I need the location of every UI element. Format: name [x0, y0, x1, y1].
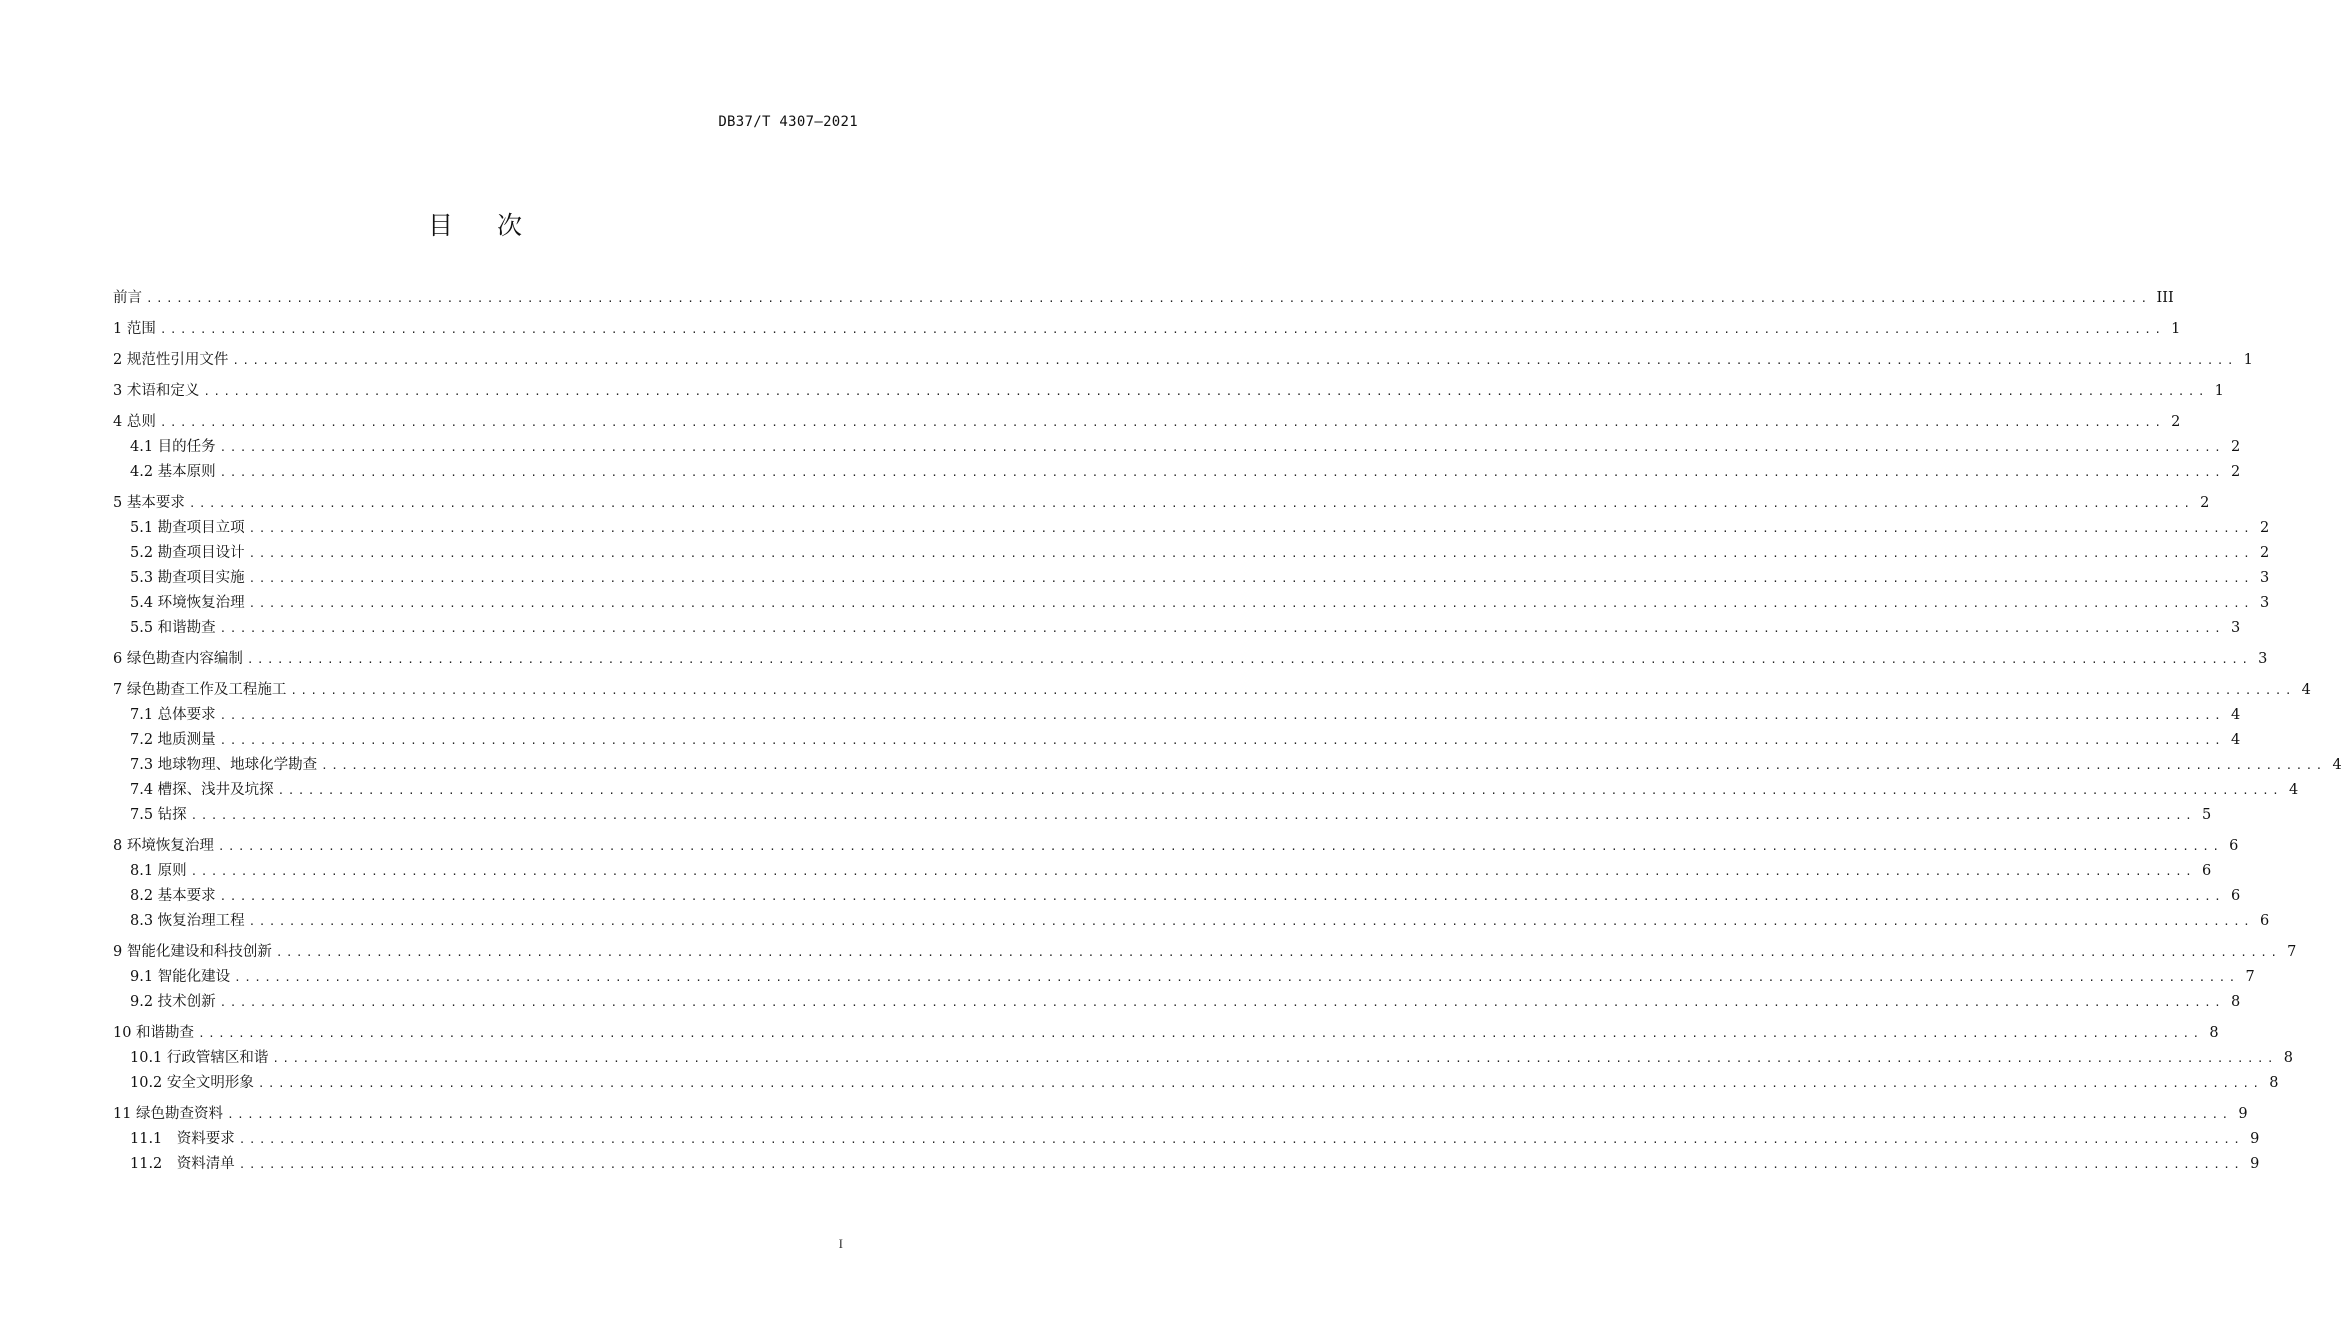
- toc-entry-page: 7: [2245, 969, 2255, 985]
- toc-entry[interactable]: [113, 647, 2268, 672]
- toc-entry-page: 9: [2250, 1131, 2260, 1147]
- toc-entry[interactable]: [113, 965, 2255, 990]
- toc-entry-label: 5.1 勘查项目立项: [130, 520, 245, 536]
- toc-entry-label: 5.2 勘查项目设计: [130, 545, 245, 561]
- toc-entry-page: 7: [2287, 944, 2297, 960]
- toc-entry[interactable]: [113, 778, 2299, 803]
- toc-dot-leader: ........................................................................................................................................................................................................: [219, 466, 2225, 479]
- toc-entry[interactable]: [113, 728, 2241, 753]
- toc-entry-label: 10.2 安全文明形象: [130, 1075, 254, 1091]
- toc-entry-page: 3: [2259, 595, 2270, 611]
- toc-dot-leader: ........................................................................................................................................................................................................: [234, 971, 2239, 984]
- toc-entry-page: 6: [2201, 863, 2212, 879]
- toc-dot-leader: ........................................................................................................................................................................................................: [217, 840, 2223, 853]
- toc-entry-page: 1: [2171, 321, 2181, 337]
- toc-dot-leader: ........................................................................................................................................................................................................: [146, 292, 2151, 305]
- toc-dot-leader: ........................................................................................................................................................................................................: [248, 547, 2254, 560]
- toc-entry-label: 8.3 恢复治理工程: [130, 913, 245, 929]
- toc-entry[interactable]: [113, 516, 2270, 541]
- toc-entry-label: 6 绿色勘查内容编制: [113, 651, 243, 667]
- toc-entry-page: 2: [2200, 495, 2210, 511]
- toc-entry-page: 6: [2229, 838, 2239, 854]
- toc-dot-leader: ........................................................................................................................................................................................................: [272, 1052, 2277, 1065]
- toc-dot-leader: ........................................................................................................................................................................................................: [277, 784, 2283, 797]
- toc-entry-page: 9: [2250, 1156, 2260, 1172]
- toc-entry-label: 11 绿色勘查资料: [113, 1106, 224, 1122]
- toc-entry-label: 7.5 钻探: [130, 807, 187, 823]
- toc-dot-leader: ........................................................................................................................................................................................................: [246, 653, 2252, 666]
- toc-dot-leader: ........................................................................................................................................................................................................: [248, 572, 2254, 585]
- toc-entry-label: 7 绿色勘查工作及工程施工: [113, 682, 287, 698]
- page-number: I: [838, 1236, 843, 1251]
- toc-entry-label: 4.1 目的任务: [130, 439, 216, 455]
- toc-dot-leader: ........................................................................................................................................................................................................: [159, 323, 2165, 336]
- toc-entry-page: 5: [2201, 807, 2212, 823]
- toc-dot-leader: ........................................................................................................................................................................................................: [219, 441, 2225, 454]
- toc-entry[interactable]: [113, 859, 2212, 884]
- toc-entry-label: 前言: [113, 290, 142, 306]
- toc-entry[interactable]: [113, 541, 2270, 566]
- toc-entry-page: 8: [2269, 1075, 2279, 1091]
- toc-entry-label: 7.4 槽探、浅井及坑探: [130, 782, 274, 798]
- toc-entry[interactable]: [113, 1127, 2260, 1152]
- toc-entry[interactable]: [113, 1152, 2260, 1177]
- toc-entry-label: 8.1 原则: [130, 863, 187, 879]
- toc-dot-leader: ........................................................................................................................................................................................................: [248, 915, 2254, 928]
- toc-entry-page: 8: [2209, 1025, 2219, 1041]
- toc-entry[interactable]: [113, 1046, 2293, 1071]
- toc-dot-leader: ........................................................................................................................................................................................................: [188, 497, 2194, 510]
- toc-entry-label: 9.1 智能化建设: [130, 969, 231, 985]
- toc-entry-page: 2: [2259, 520, 2270, 536]
- toc-entry[interactable]: [113, 379, 2224, 404]
- toc-entry[interactable]: [113, 803, 2212, 828]
- toc-entry-page: 2: [2259, 545, 2270, 561]
- toc-entry[interactable]: [113, 460, 2241, 485]
- toc-entry[interactable]: [113, 1071, 2279, 1096]
- toc-entry-label: 5.4 环境恢复治理: [130, 595, 245, 611]
- toc-entry-page: 6: [2230, 888, 2241, 904]
- document-code: DB37/T 4307—2021: [718, 114, 858, 130]
- toc-entry[interactable]: [113, 834, 2239, 859]
- toc-dot-leader: ........................................................................................................................................................................................................: [203, 385, 2208, 398]
- toc-entry[interactable]: [113, 591, 2270, 616]
- toc-entry-page: 3: [2259, 570, 2270, 586]
- toc-entry-label: 5 基本要求: [113, 495, 185, 511]
- toc-dot-leader: ........................................................................................................................................................................................................: [238, 1133, 2244, 1146]
- toc-entry[interactable]: [113, 348, 2253, 373]
- toc-dot-leader: ........................................................................................................................................................................................................: [190, 865, 2196, 878]
- toc-entry-label: 11.1 资料要求: [130, 1131, 235, 1147]
- toc-dot-leader: ........................................................................................................................................................................................................: [219, 622, 2225, 635]
- page-title: 目次: [427, 211, 566, 240]
- toc-entry-page: 2: [2171, 414, 2181, 430]
- toc-entry-label: 8 环境恢复治理: [113, 838, 214, 854]
- toc-entry-label: 10.1 行政管辖区和谐: [130, 1050, 269, 1066]
- toc-entry[interactable]: [113, 286, 2174, 311]
- toc-dot-leader: ........................................................................................................................................................................................................: [248, 597, 2254, 610]
- toc-entry-label: 9.2 技术创新: [130, 994, 216, 1010]
- toc-dot-leader: ........................................................................................................................................................................................................: [198, 1027, 2203, 1040]
- toc-entry-label: 4.2 基本原则: [130, 464, 216, 480]
- toc-dot-leader: ........................................................................................................................................................................................................: [219, 996, 2225, 1009]
- toc-entry-page: 3: [2258, 651, 2268, 667]
- toc-entry-page: 9: [2238, 1106, 2248, 1122]
- toc-dot-leader: ........................................................................................................................................................................................................: [219, 734, 2225, 747]
- toc-entry-label: 3 术语和定义: [113, 383, 200, 399]
- toc-entry-label: 2 规范性引用文件: [113, 352, 229, 368]
- toc-dot-leader: ........................................................................................................................................................................................................: [321, 759, 2326, 772]
- toc-entry-label: 5.5 和谐勘查: [130, 620, 216, 636]
- toc-dot-leader: ........................................................................................................................................................................................................: [159, 416, 2165, 429]
- toc-dot-leader: ........................................................................................................................................................................................................: [227, 1108, 2232, 1121]
- toc-entry[interactable]: [113, 753, 2342, 778]
- toc-entry[interactable]: [113, 703, 2241, 728]
- toc-entry[interactable]: [113, 909, 2270, 934]
- toc-entry-page: 3: [2230, 620, 2241, 636]
- toc-entry-page: 2: [2230, 439, 2241, 455]
- toc-entry[interactable]: [113, 435, 2241, 460]
- toc-dot-leader: ........................................................................................................................................................................................................: [248, 522, 2254, 535]
- toc-dot-leader: ........................................................................................................................................................................................................: [257, 1077, 2263, 1090]
- table-of-contents: [113, 286, 2342, 1177]
- toc-dot-leader: ........................................................................................................................................................................................................: [238, 1158, 2244, 1171]
- toc-entry-page: 4: [2230, 732, 2241, 748]
- toc-entry[interactable]: [113, 990, 2241, 1015]
- toc-entry[interactable]: [113, 566, 2270, 591]
- toc-dot-leader: ........................................................................................................................................................................................................: [219, 890, 2225, 903]
- toc-entry-page: 4: [2288, 782, 2299, 798]
- toc-entry[interactable]: [113, 940, 2297, 965]
- toc-entry-page: 4: [2301, 682, 2311, 698]
- toc-entry-page: 8: [2230, 994, 2241, 1010]
- toc-entry-page: 4: [2332, 757, 2342, 773]
- toc-entry-page: 4: [2230, 707, 2241, 723]
- toc-dot-leader: ........................................................................................................................................................................................................: [219, 709, 2225, 722]
- toc-entry-page: 6: [2259, 913, 2270, 929]
- toc-entry[interactable]: [113, 678, 2311, 703]
- toc-entry[interactable]: [113, 410, 2181, 435]
- toc-entry[interactable]: [113, 317, 2181, 342]
- toc-entry-page: 2: [2230, 464, 2241, 480]
- toc-entry-page: 1: [2214, 383, 2224, 399]
- toc-entry[interactable]: [113, 491, 2210, 516]
- toc-entry[interactable]: [113, 1021, 2219, 1046]
- toc-entry-label: 1 范围: [113, 321, 156, 337]
- toc-entry-label: 7.1 总体要求: [130, 707, 216, 723]
- toc-entry-label: 7.3 地球物理、地球化学勘查: [130, 757, 318, 773]
- toc-entry-label: 9 智能化建设和科技创新: [113, 944, 272, 960]
- toc-entry-label: 10 和谐勘查: [113, 1025, 195, 1041]
- toc-entry-label: 5.3 勘查项目实施: [130, 570, 245, 586]
- toc-entry-page: 8: [2283, 1050, 2293, 1066]
- toc-entry[interactable]: [113, 616, 2241, 641]
- toc-dot-leader: ........................................................................................................................................................................................................: [290, 684, 2295, 697]
- toc-entry-page: 1: [2243, 352, 2253, 368]
- toc-entry-page: III: [2156, 290, 2174, 306]
- toc-dot-leader: ........................................................................................................................................................................................................: [232, 354, 2237, 367]
- toc-entry-label: 8.2 基本要求: [130, 888, 216, 904]
- toc-entry-label: 11.2 资料清单: [130, 1156, 235, 1172]
- toc-entry-label: 4 总则: [113, 414, 156, 430]
- toc-dot-leader: ........................................................................................................................................................................................................: [275, 946, 2281, 959]
- toc-entry[interactable]: [113, 1102, 2248, 1127]
- toc-dot-leader: ........................................................................................................................................................................................................: [190, 809, 2196, 822]
- toc-entry-label: 7.2 地质测量: [130, 732, 216, 748]
- toc-entry[interactable]: [113, 884, 2241, 909]
